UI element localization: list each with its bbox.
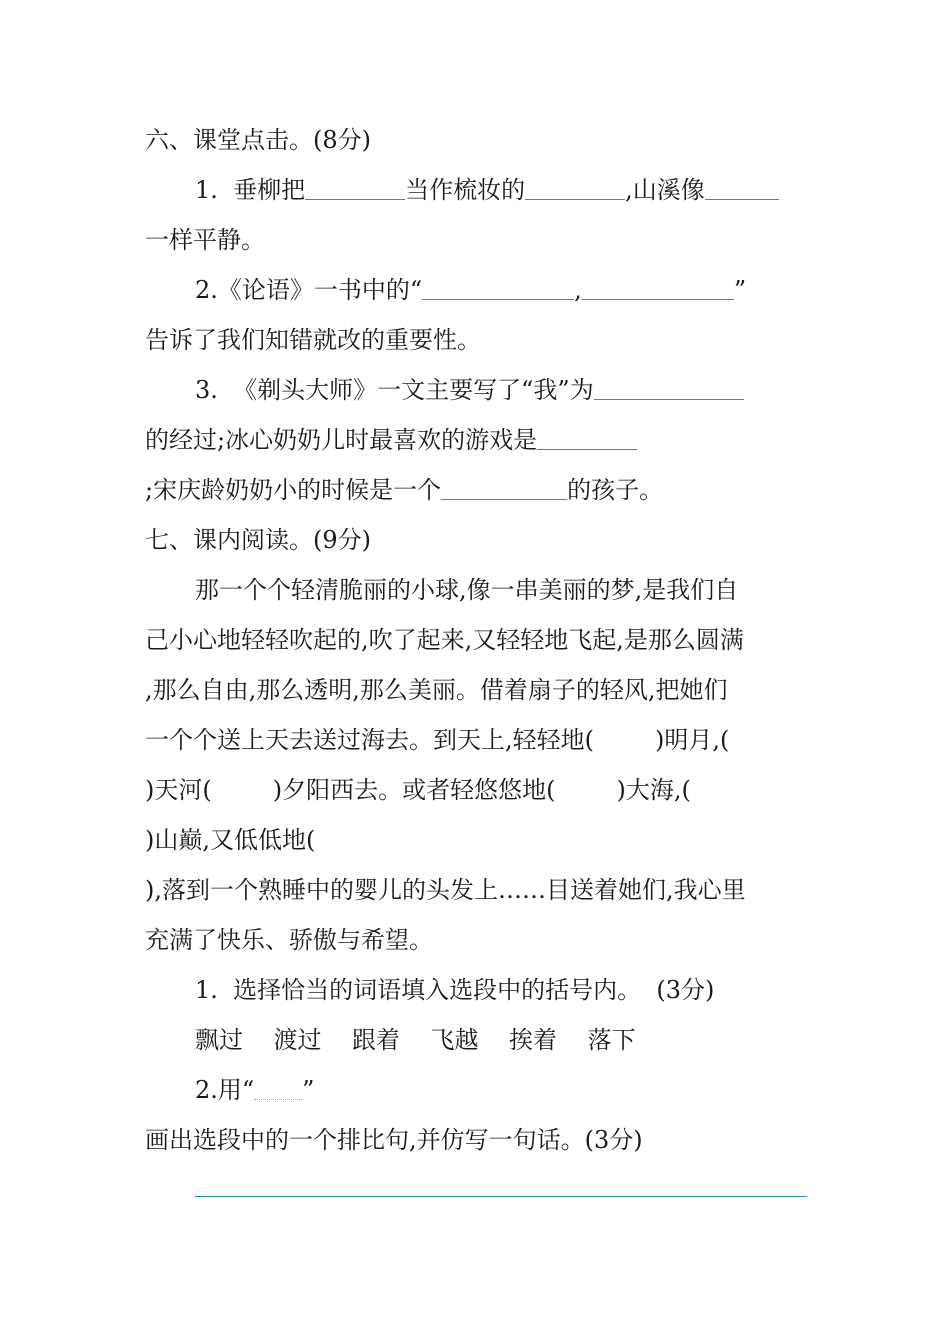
q3-text-d: 的孩子。	[567, 476, 664, 504]
rq2-text-a: 2.用“	[195, 1076, 255, 1104]
reading-question-1: 1. 选择恰当的词语填入选段中的括号内。 (3分)	[195, 976, 715, 1004]
passage-line: )天河( )夕阳西去。或者轻悠悠地( )大海,(	[145, 776, 691, 804]
answer-line[interactable]	[195, 1196, 807, 1197]
question-2	[195, 265, 746, 315]
q3-text-c: ;宋庆龄奶奶小的时候是一个	[145, 476, 442, 504]
question-3	[195, 365, 744, 415]
passage-line: ),落到一个熟睡中的婴儿的头发上……目送着她们,我心里	[145, 876, 746, 904]
q3-text-a: 3. 《剃头大师》一文主要写了“我”为	[195, 376, 594, 404]
wavy-line-sample	[254, 1069, 302, 1100]
question-1	[195, 165, 779, 215]
q1-text-b: 当作梳妆的	[405, 176, 526, 204]
q2-text-a: 2.《论语》一书中的“	[195, 276, 423, 304]
passage-line: 己小心地轻轻吹起的,吹了起来,又轻轻地飞起,是那么圆满	[145, 626, 744, 654]
reading-question-2-cont: 画出选段中的一个排比句,并仿写一句话。(3分)	[145, 1126, 643, 1154]
q1-text-a: 1. 垂柳把	[195, 176, 306, 204]
answer-blank[interactable]	[594, 369, 744, 400]
question-3-cont2	[145, 465, 663, 515]
answer-blank[interactable]	[305, 169, 405, 200]
reading-question-2	[195, 1065, 314, 1115]
answer-blank[interactable]	[705, 169, 779, 200]
answer-blank[interactable]	[422, 269, 574, 300]
passage-line: 那一个个轻清脆丽的小球,像一串美丽的梦,是我们自	[195, 576, 739, 604]
q1-text-c: ,山溪像	[625, 176, 705, 204]
passage-line: 一个个送上天去送过海去。到天上,轻轻地( )明月,(	[145, 726, 730, 754]
passage-line: ,那么自由,那么透明,那么美丽。借着扇子的轻风,把她们	[145, 676, 728, 704]
question-1-cont: 一样平静。	[145, 226, 265, 254]
passage-line: )山巅,又低低地(	[145, 826, 316, 854]
answer-blank[interactable]	[582, 269, 734, 300]
answer-blank[interactable]	[525, 169, 625, 200]
answer-blank[interactable]	[537, 419, 637, 450]
section-six-title: 六、课堂点击。(8分)	[145, 126, 371, 154]
question-2-cont: 告诉了我们知错就改的重要性。	[145, 326, 481, 354]
q2-text-b: ,	[574, 276, 582, 304]
word-choices: 飘过 渡过 跟着 飞越 挨着 落下	[195, 1026, 636, 1054]
section-seven-title: 七、课内阅读。(9分)	[145, 526, 371, 554]
passage-line: 充满了快乐、骄傲与希望。	[145, 926, 433, 954]
q2-text-c: ”	[733, 276, 747, 304]
question-3-cont	[145, 415, 637, 465]
q3-text-b: 的经过;冰心奶奶儿时最喜欢的游戏是	[145, 426, 538, 454]
answer-blank[interactable]	[441, 469, 567, 500]
rq2-text-b: ”	[302, 1076, 315, 1104]
